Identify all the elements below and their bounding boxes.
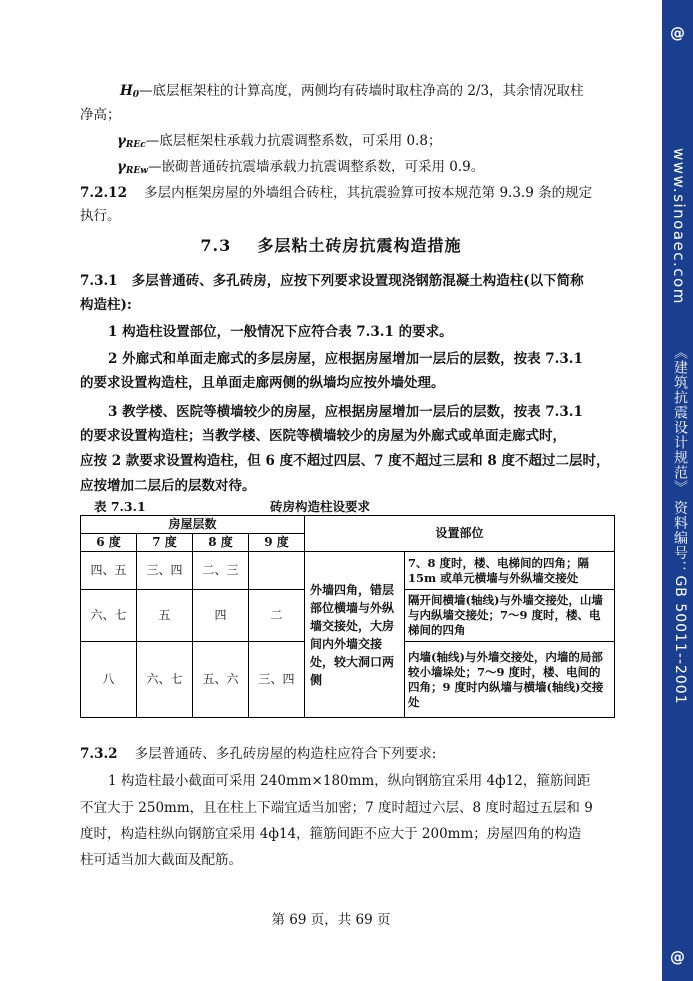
clause-731-cont: 构造柱): [80, 297, 132, 313]
table-label: 表 7.3.1 [94, 499, 146, 514]
clause-731-item3-l4: 应按增加二层后的层数对待。 [80, 478, 256, 494]
def-yrew [117, 159, 484, 180]
clause-7212-cont: 执行。 [80, 208, 121, 224]
h0-symbol: H [120, 83, 133, 99]
sidebar-band [662, 0, 693, 981]
def-h0-cont: 净高； [80, 107, 121, 123]
yrec-subscript: REc [125, 140, 146, 150]
yrew-subscript: REw [125, 166, 149, 176]
clause-731-item2-cont: 的要求设置构造柱，且单面走廊两侧的纵墙均应按外墙处理。 [80, 375, 445, 391]
yrew-symbol: γ [117, 159, 126, 175]
section-number: 7.3 [200, 236, 232, 255]
def-yrec [117, 133, 442, 154]
clause-text: 多层内框架房屋的外墙组合砖柱，其抗震验算可按本规范第 9.3.9 条的规定 [144, 185, 593, 201]
clause-731-item2: 2 外廊式和单面走廊式的多层房屋，应根据房屋增加一层后的层数，按表 7.3.1 [108, 351, 583, 367]
yrew-text: —嵌砌普通砖抗震墙承载力抗震调整系数，可采用 0.9。 [148, 159, 485, 175]
cell-deg7: 三、四 [137, 552, 193, 590]
cell-detail: 隔开间横墙(轴线)与外墙交接处，山墙与内纵墙交接处；7～9 度时，楼、电梯间的四角 [405, 590, 615, 642]
header-location: 设置部位 [305, 516, 615, 552]
sidebar-website: www.sinoaec.com [670, 148, 688, 305]
cell-deg6: 八 [81, 642, 137, 718]
header-deg6: 6 度 [81, 534, 137, 552]
section-title [0, 233, 662, 256]
cell-deg7: 六、七 [137, 642, 193, 718]
clause-731-item1: 1 构造柱设置部位，一般情况下应符合表 7.3.1 的要求。 [108, 324, 453, 340]
cell-deg9: 二 [249, 590, 305, 642]
cell-deg8: 四 [193, 590, 249, 642]
header-deg8: 8 度 [193, 534, 249, 552]
clause-732 [80, 746, 436, 763]
sidebar-document-info: 《建筑抗震设计规范》 资料编号：GB 50011--2001 [672, 345, 688, 705]
clause-731-item3: 3 教学楼、医院等横墙较少的房屋，应根据房屋增加一层后的层数，按表 7.3.1 [108, 404, 583, 420]
clause-732-item1: 1 构造柱最小截面可采用 240mm×180mm，纵向钢筋宜采用 4ф12，箍筋间距 [108, 773, 591, 789]
cell-common-location: 外墙四角，错层部位横墙与外纵墙交接处，大房间内外墙交接处，较大洞口两侧 [305, 552, 405, 718]
clause-731-item3-l2: 的要求设置构造柱；当教学楼、医院等横墙较少的房屋为外廊式或单面走廊式时， [80, 428, 566, 444]
page-footer: 第 69 页，共 69 页 [271, 912, 391, 928]
clause-732-item1-l3: 度时，构造柱纵向钢筋宜采用 4ф14，箍筋间距不应大于 200mm；房屋四角的构造 [80, 826, 582, 842]
h0-subscript: 0 [132, 90, 140, 100]
table-row [81, 552, 615, 590]
at-symbol-top: @ [670, 24, 685, 42]
cell-deg8: 二、三 [193, 552, 249, 590]
construction-column-table [80, 515, 615, 718]
clause-731 [80, 273, 584, 290]
at-symbol-bottom: @ [670, 948, 685, 966]
section-heading: 多层粘土砖房抗震构造措施 [257, 236, 462, 255]
clause-number: 7.2.12 [80, 185, 127, 201]
clause-731-item3-l3: 应按 2 款要求设置构造柱，但 6 度不超过四层、7 度不超过三层和 8 度不超过二层时， [80, 453, 610, 469]
clause-7212 [80, 185, 592, 202]
h0-text: —底层框架柱的计算高度，两侧均有砖墙时取柱净高的 2/3，其余情况取柱 [139, 83, 584, 99]
cell-deg8: 五、六 [193, 642, 249, 718]
clause-number: 7.3.1 [80, 273, 118, 289]
cell-deg6: 四、五 [81, 552, 137, 590]
cell-deg9 [249, 552, 305, 590]
clause-text: 多层普通砖、多孔砖房屋的构造柱应符合下列要求: [134, 746, 437, 762]
header-deg9: 9 度 [249, 534, 305, 552]
clause-text: 多层普通砖、多孔砖房，应按下列要求设置现浇钢筋混凝土构造柱(以下简称 [131, 273, 584, 289]
yrec-symbol: γ [117, 133, 126, 149]
cell-deg7: 五 [137, 590, 193, 642]
cell-detail: 内墙(轴线)与外墙交接处，内墙的局部较小墙垛处；7～9 度时，楼、电间的四角；9 度时内纵墙与横墙(轴线)交接处 [405, 642, 615, 718]
clause-number: 7.3.2 [80, 746, 118, 762]
cell-detail: 7、8 度时，楼、电梯间的四角；隔15m 或单元横墙与外纵墙交接处 [405, 552, 615, 590]
clause-732-item1-l2: 不宜大于 250mm，且在柱上下端宜适当加密；7 度时超过六层、8 度时超过五层和 9 [80, 800, 593, 816]
cell-deg6: 六、七 [81, 590, 137, 642]
table-caption: 砖房构造柱设要求 [270, 499, 371, 514]
header-deg7: 7 度 [137, 534, 193, 552]
def-h0 [120, 83, 584, 104]
clause-732-item1-l4: 柱可适当加大截面及配筋。 [80, 852, 242, 868]
table-header-row [81, 516, 615, 534]
header-floors: 房屋层数 [81, 516, 305, 534]
cell-deg9: 三、四 [249, 642, 305, 718]
yrec-text: —底层框架柱承载力抗震调整系数，可采用 0.8； [145, 133, 442, 149]
